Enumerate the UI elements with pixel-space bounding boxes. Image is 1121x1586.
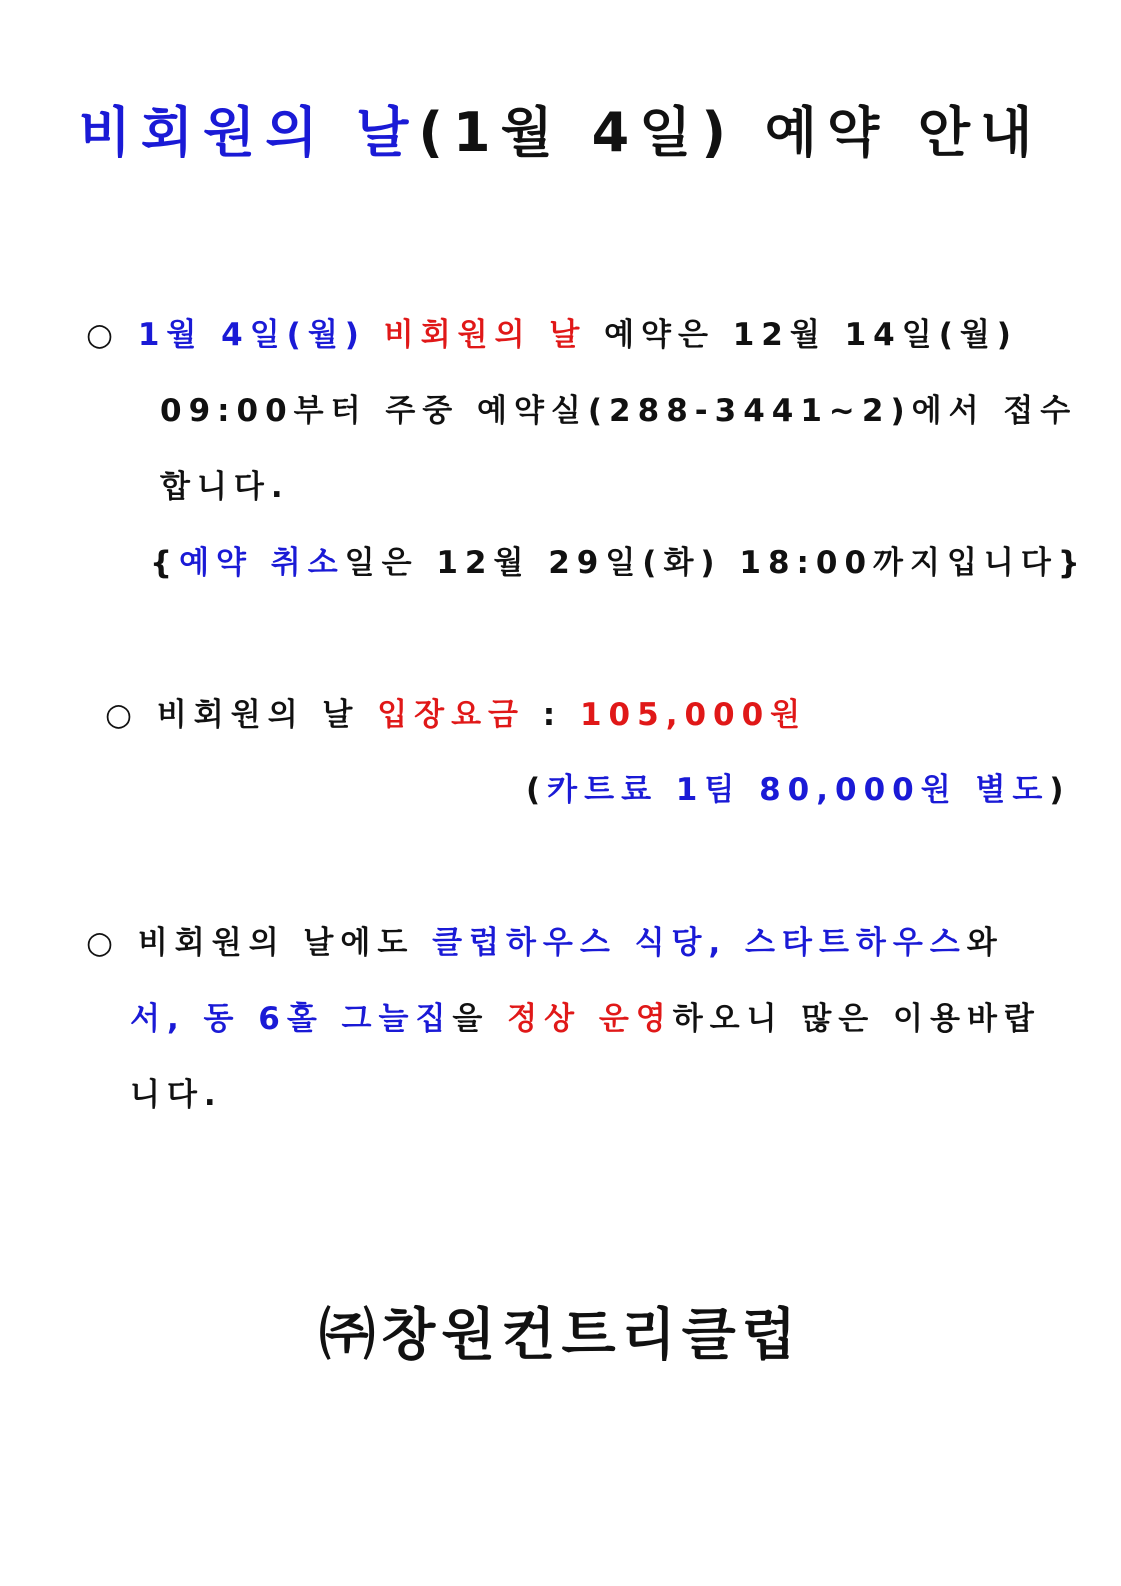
facility-line-2 xyxy=(130,1001,1041,1037)
facility-list-2: 서, 동 6홀 그늘집 xyxy=(130,1001,453,1037)
bullet-icon: ○ xyxy=(86,317,121,353)
facility-closing: 하오니 많은 이용바랍 xyxy=(672,1001,1041,1037)
cart-fee-line xyxy=(526,772,1071,808)
reservation-line-1 xyxy=(86,317,1018,353)
facility-particle: 을 xyxy=(452,1001,490,1037)
reservation-line-2 xyxy=(160,393,1078,429)
cancel-open-brace: { xyxy=(150,545,180,581)
fee-colon: : xyxy=(542,697,563,733)
title-date-suffix: (1월 4일) 예약 안내 xyxy=(418,101,1043,164)
fee-label: 입장요금 xyxy=(377,697,525,733)
event-date: 1월 4일(월) xyxy=(137,317,366,353)
cart-open-paren: ( xyxy=(526,772,548,808)
fee-event-name: 비회원의 날 xyxy=(156,697,360,733)
facility-list-1: 클럽하우스 식당, 스타트하우스 xyxy=(432,925,967,961)
cancel-deadline: 일은 12월 29일(화) 18:00까지입니다} xyxy=(344,545,1087,581)
page-title xyxy=(0,101,1121,164)
bullet-icon: ○ xyxy=(105,697,140,733)
company-name: ㈜창원컨트리클럽 xyxy=(319,1303,802,1368)
facility-intro: 비회원의 날에도 xyxy=(137,925,415,961)
facility-line-3 xyxy=(130,1077,223,1113)
facility-line-1 xyxy=(86,925,1004,961)
event-name: 비회원의 날 xyxy=(383,317,587,353)
facility-conj: 와 xyxy=(966,925,1004,961)
fee-line xyxy=(105,697,808,733)
reservation-open-date: 예약은 12월 14일(월) xyxy=(604,317,1018,353)
bullet-icon: ○ xyxy=(86,925,121,961)
cart-fee-text: 카트료 1팀 80,000원 별도 xyxy=(547,772,1050,808)
reservation-phone-text: 09:00부터 주중 예약실(288-3441∼2)에서 접수 xyxy=(160,393,1078,429)
cancel-label: 예약 취소 xyxy=(179,545,345,581)
reservation-line-3 xyxy=(160,469,290,505)
title-event-name: 비회원의 날 xyxy=(78,101,419,164)
facility-ending: 니다. xyxy=(130,1077,223,1113)
cart-close-paren: ) xyxy=(1049,772,1071,808)
normal-operation: 정상 운영 xyxy=(507,1001,673,1037)
fee-value: 105,000원 xyxy=(579,697,808,733)
cancel-notice xyxy=(150,545,1087,581)
reservation-ending: 합니다. xyxy=(160,469,290,505)
